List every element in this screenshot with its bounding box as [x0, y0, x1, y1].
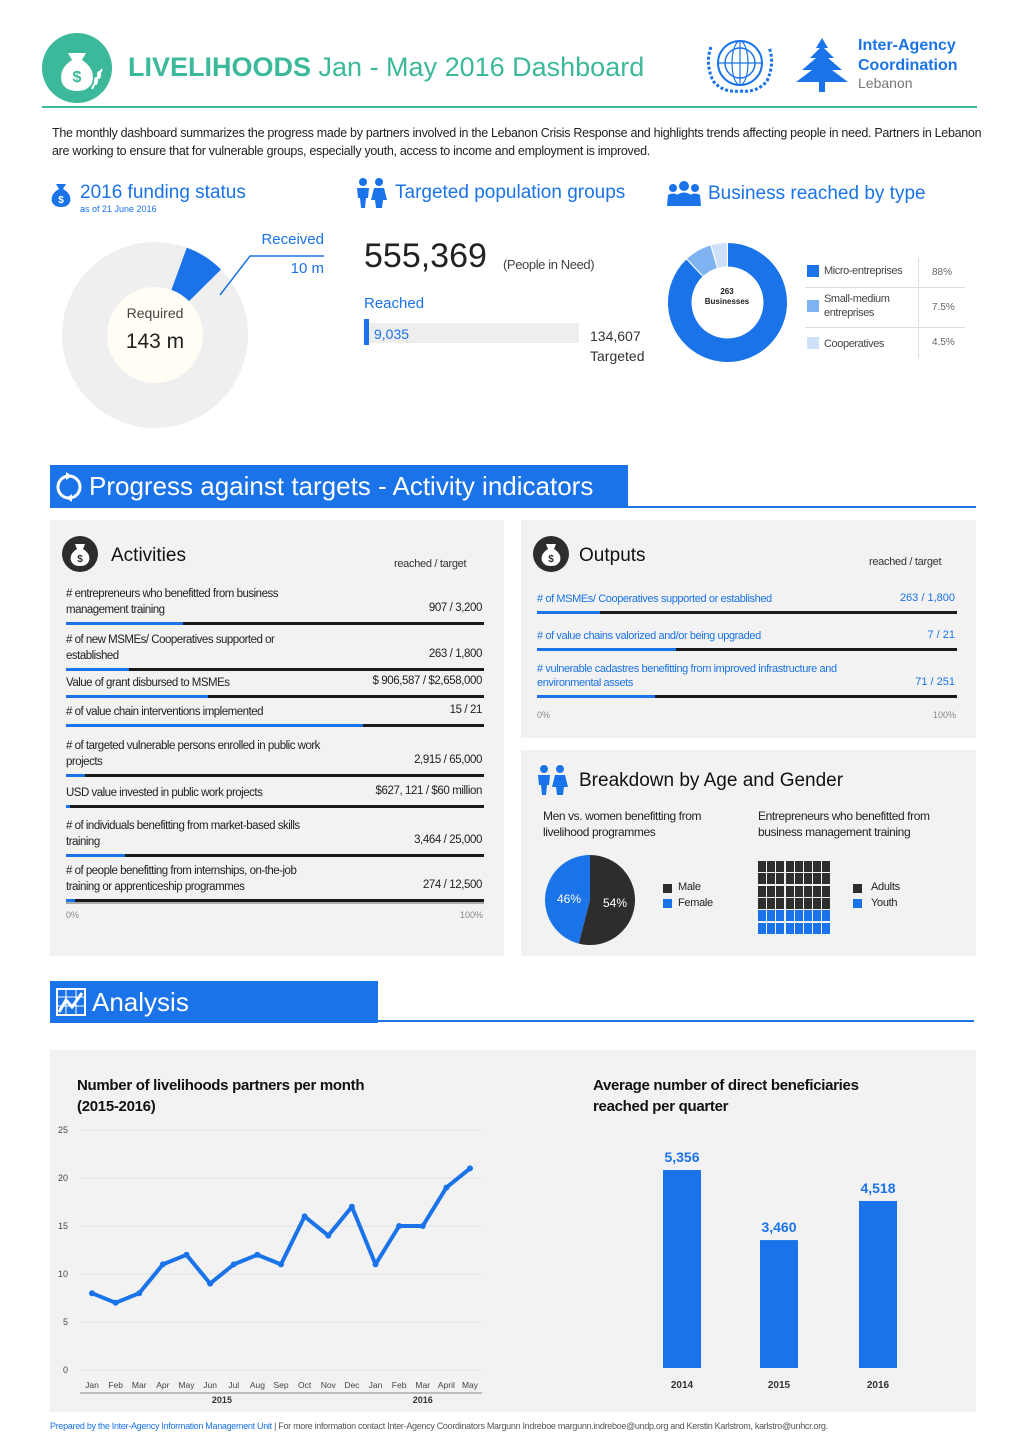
legend-label-coop: Cooperatives — [824, 338, 885, 350]
series-point — [184, 1252, 190, 1258]
output-label: # vulnerable cadastres benefitting from improved infrastructure and environmental assets — [537, 663, 837, 689]
x-group-label: 2016 — [412, 1395, 433, 1405]
waffle-square-adult — [786, 861, 794, 872]
bar — [859, 1201, 897, 1368]
gender-subtitle: Men vs. women benefitting from livelihood programmes — [543, 809, 702, 839]
funding-subtitle: as of 21 June 2016 — [80, 204, 157, 214]
x-tick-label: May — [178, 1380, 195, 1390]
x-group-label: 2015 — [211, 1395, 232, 1405]
waffle-square-adult — [813, 898, 821, 909]
waffle-square-adult — [776, 861, 784, 872]
x-tick-label: Dec — [344, 1380, 360, 1390]
series-point — [325, 1233, 331, 1239]
svg-text:$: $ — [77, 554, 83, 565]
male-pct: 54% — [603, 896, 628, 910]
series-point — [136, 1290, 142, 1296]
waffle-square-youth — [804, 923, 812, 934]
footer-prepared: Prepared by the Inter-Agency Information Management Unit — [50, 1421, 272, 1431]
group-people-icon — [665, 180, 703, 208]
legend-divider — [805, 287, 965, 288]
activities-scale-min: 0% — [66, 910, 80, 920]
waffle-square-youth — [758, 923, 766, 934]
org-line-3: Lebanon — [858, 75, 913, 91]
series-point — [113, 1300, 119, 1306]
activity-value: 274 / 12,500 — [422, 879, 482, 891]
series-point — [349, 1204, 355, 1210]
series-point — [254, 1252, 260, 1258]
waffle-square-youth — [776, 910, 784, 921]
targeted-label: Targeted — [590, 348, 645, 364]
x-tick-label: Jan — [368, 1380, 383, 1390]
waffle-square-youth — [804, 910, 812, 921]
refresh-cycle-icon — [54, 472, 84, 502]
legend-divider — [805, 327, 965, 328]
output-progress-fill — [537, 648, 676, 651]
waffle-square-adult — [776, 886, 784, 897]
waffle-square-adult — [758, 861, 766, 872]
activity-value: 2,915 / 65,000 — [414, 754, 482, 766]
waffle-square-adult — [776, 898, 784, 909]
y-tick-label: 0 — [62, 1365, 68, 1375]
x-tick-label: May — [461, 1380, 479, 1390]
waffle-square-adult — [767, 861, 775, 872]
reached-label: Reached — [364, 295, 425, 312]
output-value: 7 / 21 — [927, 629, 955, 641]
x-tick-label: Aug — [249, 1380, 265, 1390]
outputs-scale-min: 0% — [537, 710, 551, 720]
waffle-square-adult — [822, 861, 830, 872]
people-in-need-label: (People in Need) — [503, 257, 595, 272]
bar-data-label: 3,460 — [761, 1219, 797, 1236]
x-tick-label: Jan — [85, 1380, 99, 1390]
x-tick-label: Oct — [298, 1380, 312, 1390]
bar-data-label: 5,356 — [664, 1149, 700, 1165]
progress-banner — [50, 465, 628, 507]
activities-title: Activities — [111, 545, 186, 566]
activity-progress-track — [66, 774, 484, 777]
activity-progress-track — [66, 805, 484, 808]
x-tick-label: Jun — [203, 1380, 217, 1390]
activities-scale-line — [66, 902, 484, 904]
activity-value: 3,464 / 25,000 — [414, 834, 482, 846]
people-icon — [534, 764, 570, 796]
activity-progress-fill — [66, 724, 363, 727]
cedar-tree-icon — [792, 36, 852, 94]
activity-progress-track — [66, 668, 484, 671]
org-line-2: Coordination — [858, 57, 958, 74]
age-waffle-grid — [758, 861, 832, 935]
waffle-square-adult — [767, 873, 775, 884]
people-in-need-value: 555,369 — [364, 237, 487, 275]
partners-line-chart — [50, 1120, 500, 1410]
legend-label-sme: Small-medium entreprises — [824, 293, 890, 319]
svg-text:$: $ — [548, 554, 554, 565]
activity-label: # of value chain interventions implemented — [66, 706, 263, 718]
output-value: 71 / 251 — [915, 676, 955, 688]
waffle-square-adult — [822, 873, 830, 884]
female-pct: 46% — [557, 892, 582, 906]
analysis-banner-title: Analysis — [92, 987, 189, 1017]
waffle-square-adult — [804, 861, 812, 872]
outputs-col-header: reached / target — [869, 556, 942, 568]
activity-progress-fill — [66, 668, 129, 671]
activity-value: $ 906,587 / $2,658,000 — [372, 675, 482, 687]
waffle-square-adult — [813, 886, 821, 897]
outputs-panel — [521, 520, 976, 738]
legend-pct-coop: 4.5% — [932, 337, 955, 348]
series-point — [160, 1261, 166, 1267]
x-tick-label: Mar — [415, 1380, 431, 1390]
output-label: # of value chains valorized and/or being upgraded — [537, 630, 761, 642]
series-point — [420, 1223, 426, 1229]
line-chart-icon — [56, 988, 86, 1016]
y-tick-label: 20 — [57, 1173, 68, 1183]
x-tick-label: Mar — [131, 1380, 147, 1390]
money-bag-icon — [42, 33, 112, 103]
y-tick-label: 5 — [62, 1317, 68, 1327]
y-tick-label: 25 — [57, 1125, 68, 1135]
activity-label: USD value invested in public work projects — [66, 787, 263, 799]
waffle-square-adult — [767, 898, 775, 909]
breakdown-panel — [521, 750, 976, 956]
legend-swatch-coop — [807, 337, 819, 349]
activity-progress-track — [66, 854, 484, 857]
line-chart-title: Number of livelihoods partners per month (2015-2016) — [77, 1077, 365, 1115]
livelihoods-logo — [42, 33, 112, 103]
activity-label: Value of grant disbursed to MSMEs — [66, 677, 230, 689]
activity-label: # of people benefitting from internships, on-the-job training or apprenticeship programmes — [66, 865, 297, 893]
received-value: 10 m — [290, 260, 324, 277]
waffle-square-youth — [776, 923, 784, 934]
page-title — [128, 52, 644, 83]
series-point — [231, 1261, 237, 1267]
activity-value: 907 / 3,200 — [428, 602, 482, 614]
legend-swatch-male — [663, 884, 672, 893]
activity-progress-fill — [66, 774, 85, 777]
progress-banner-title: Progress against targets - Activity indicators — [89, 471, 594, 501]
waffle-square-adult — [767, 886, 775, 897]
activity-value: 263 / 1,800 — [428, 648, 482, 660]
waffle-square-youth — [795, 923, 803, 934]
y-tick-label: 10 — [57, 1269, 68, 1279]
y-tick-label: 15 — [57, 1221, 68, 1231]
legend-label-male: Male — [678, 881, 701, 893]
age-subtitle: Entrepreneurs who benefitted from business management training — [758, 809, 930, 839]
footer-contact: | For more information contact Inter-Agency Coordinators Margunn Indreboe margunn.indreboe@undp.org and Kerstin Karlstrom, karlstro@unhcr.org. — [271, 1421, 828, 1431]
activity-value: $627, 121 / $60 million — [375, 785, 482, 797]
waffle-square-adult — [758, 873, 766, 884]
org-name — [858, 36, 958, 90]
x-tick-label: Sep — [273, 1380, 289, 1390]
x-tick-label: Nov — [320, 1380, 336, 1390]
waffle-square-youth — [822, 910, 830, 921]
waffle-square-youth — [758, 910, 766, 921]
series-point — [302, 1213, 308, 1219]
business-center-text — [693, 287, 761, 307]
series-point — [396, 1223, 402, 1229]
waffle-square-adult — [786, 886, 794, 897]
waffle-square-adult — [795, 873, 803, 884]
activity-label: # of targeted vulnerable persons enrolled in public work projects — [66, 740, 320, 768]
breakdown-title: Breakdown by Age and Gender — [579, 770, 844, 791]
business-count-label: Businesses — [704, 297, 750, 306]
legend-swatch-female — [663, 899, 672, 908]
waffle-square-youth — [795, 910, 803, 921]
waffle-square-youth — [822, 923, 830, 934]
money-bag-icon — [50, 182, 72, 208]
svg-text:$: $ — [72, 69, 82, 86]
received-label: Received — [261, 231, 324, 248]
bar-category-label: 2014 — [670, 1380, 694, 1391]
title-bold: LIVELIHOODS — [128, 52, 312, 82]
legend-label-youth: Youth — [871, 897, 898, 909]
series-point — [443, 1185, 449, 1191]
bar-category-label: 2016 — [866, 1380, 890, 1391]
output-label: # of MSMEs/ Cooperatives supported or established — [537, 593, 772, 605]
beneficiaries-bar-chart — [610, 1120, 940, 1410]
funding-title: 2016 funding status — [80, 182, 246, 203]
population-title: Targeted population groups — [395, 182, 626, 203]
money-bag-icon — [61, 535, 101, 573]
legend-pct-sme: 7.5% — [932, 302, 955, 313]
un-emblem-icon — [703, 33, 777, 95]
waffle-square-youth — [813, 910, 821, 921]
activity-progress-fill — [66, 695, 208, 698]
legend-label-female: Female — [678, 897, 713, 909]
waffle-square-youth — [767, 910, 775, 921]
activity-progress-fill — [66, 854, 125, 857]
series-point — [207, 1281, 213, 1287]
legend-swatch-adults — [853, 884, 862, 893]
legend-pct-micro: 88% — [932, 267, 953, 278]
activity-label: # of new MSMEs/ Cooperatives supported or established — [66, 634, 275, 662]
bar — [760, 1240, 798, 1368]
outputs-title: Outputs — [579, 545, 646, 566]
reached-value: 9,035 — [374, 326, 410, 342]
output-progress-fill — [537, 695, 655, 698]
business-count: 263 — [720, 287, 734, 296]
legend-vertical-divider — [918, 258, 919, 358]
progress-banner-line — [50, 506, 976, 508]
targeted-value: 134,607 — [590, 328, 641, 344]
required-label: Required — [126, 305, 184, 321]
analysis-banner — [50, 981, 378, 1023]
people-icon — [353, 177, 389, 209]
header-divider — [42, 106, 977, 108]
series-line — [92, 1168, 470, 1302]
business-title: Business reached by type — [708, 183, 926, 204]
org-line-1: Inter-Agency — [858, 37, 956, 54]
waffle-square-adult — [758, 886, 766, 897]
activity-label: # of individuals benefitting from market-based skills training — [66, 820, 300, 848]
output-progress-fill — [537, 611, 600, 614]
bar-data-label: 4,518 — [860, 1179, 896, 1196]
waffle-square-youth — [786, 910, 794, 921]
x-tick-label: April — [437, 1380, 455, 1390]
outputs-scale-max: 100% — [933, 710, 957, 720]
waffle-square-adult — [813, 861, 821, 872]
activity-value: 15 / 21 — [449, 704, 482, 716]
waffle-square-adult — [804, 873, 812, 884]
activities-col-header: reached / target — [394, 558, 467, 570]
intro-paragraph: The monthly dashboard summarizes the progress made by partners involved in the Lebanon Crisis Response and highlights trends affecting people in need. Partners in Lebanon are working to ensure that for vulnerable groups, especially youth, access to income and employment is improved. — [52, 126, 982, 158]
activity-progress-fill — [66, 622, 183, 625]
activity-label: # entrepreneurs who benefitted from business management training — [66, 588, 278, 616]
analysis-panel — [50, 1050, 976, 1412]
waffle-square-adult — [804, 898, 812, 909]
waffle-square-youth — [786, 923, 794, 934]
waffle-square-adult — [795, 886, 803, 897]
waffle-square-adult — [813, 873, 821, 884]
waffle-square-youth — [813, 923, 821, 934]
money-bag-icon — [532, 535, 572, 573]
output-value: 263 / 1,800 — [899, 592, 955, 604]
required-value: 143 m — [125, 330, 185, 353]
title-rest: Jan - May 2016 Dashboard — [318, 52, 645, 82]
bar — [663, 1170, 701, 1368]
x-tick-label: Apr — [156, 1380, 170, 1390]
legend-swatch-sme — [807, 300, 819, 312]
x-tick-label: Feb — [391, 1380, 407, 1390]
legend-swatch-youth — [853, 899, 862, 908]
waffle-square-adult — [822, 886, 830, 897]
x-tick-label: Jul — [228, 1380, 240, 1390]
waffle-square-adult — [758, 898, 766, 909]
waffle-square-adult — [795, 861, 803, 872]
waffle-square-adult — [786, 873, 794, 884]
waffle-square-adult — [776, 873, 784, 884]
analysis-banner-line — [50, 1020, 974, 1022]
waffle-square-adult — [822, 898, 830, 909]
series-point — [278, 1261, 284, 1267]
svg-text:$: $ — [58, 195, 64, 206]
population-progress-fill — [364, 319, 369, 345]
footer — [50, 1421, 980, 1431]
waffle-square-adult — [804, 886, 812, 897]
legend-label-adults: Adults — [871, 881, 900, 893]
bar-category-label: 2015 — [767, 1380, 791, 1391]
waffle-square-youth — [767, 923, 775, 934]
series-point — [373, 1261, 379, 1267]
bar-chart-title: Average number of direct beneficiaries reached per quarter — [593, 1077, 859, 1115]
waffle-square-adult — [795, 898, 803, 909]
activities-panel — [50, 520, 504, 956]
activities-scale-max: 100% — [460, 910, 484, 920]
x-tick-label: Feb — [108, 1380, 123, 1390]
targeted-block — [590, 326, 644, 366]
legend-swatch-micro — [807, 265, 819, 277]
series-point — [89, 1290, 95, 1296]
waffle-square-adult — [786, 898, 794, 909]
activity-progress-fill — [66, 805, 70, 808]
output-progress-track — [537, 611, 957, 614]
series-point — [467, 1165, 473, 1171]
legend-label-micro: Micro-entreprises — [824, 265, 903, 277]
